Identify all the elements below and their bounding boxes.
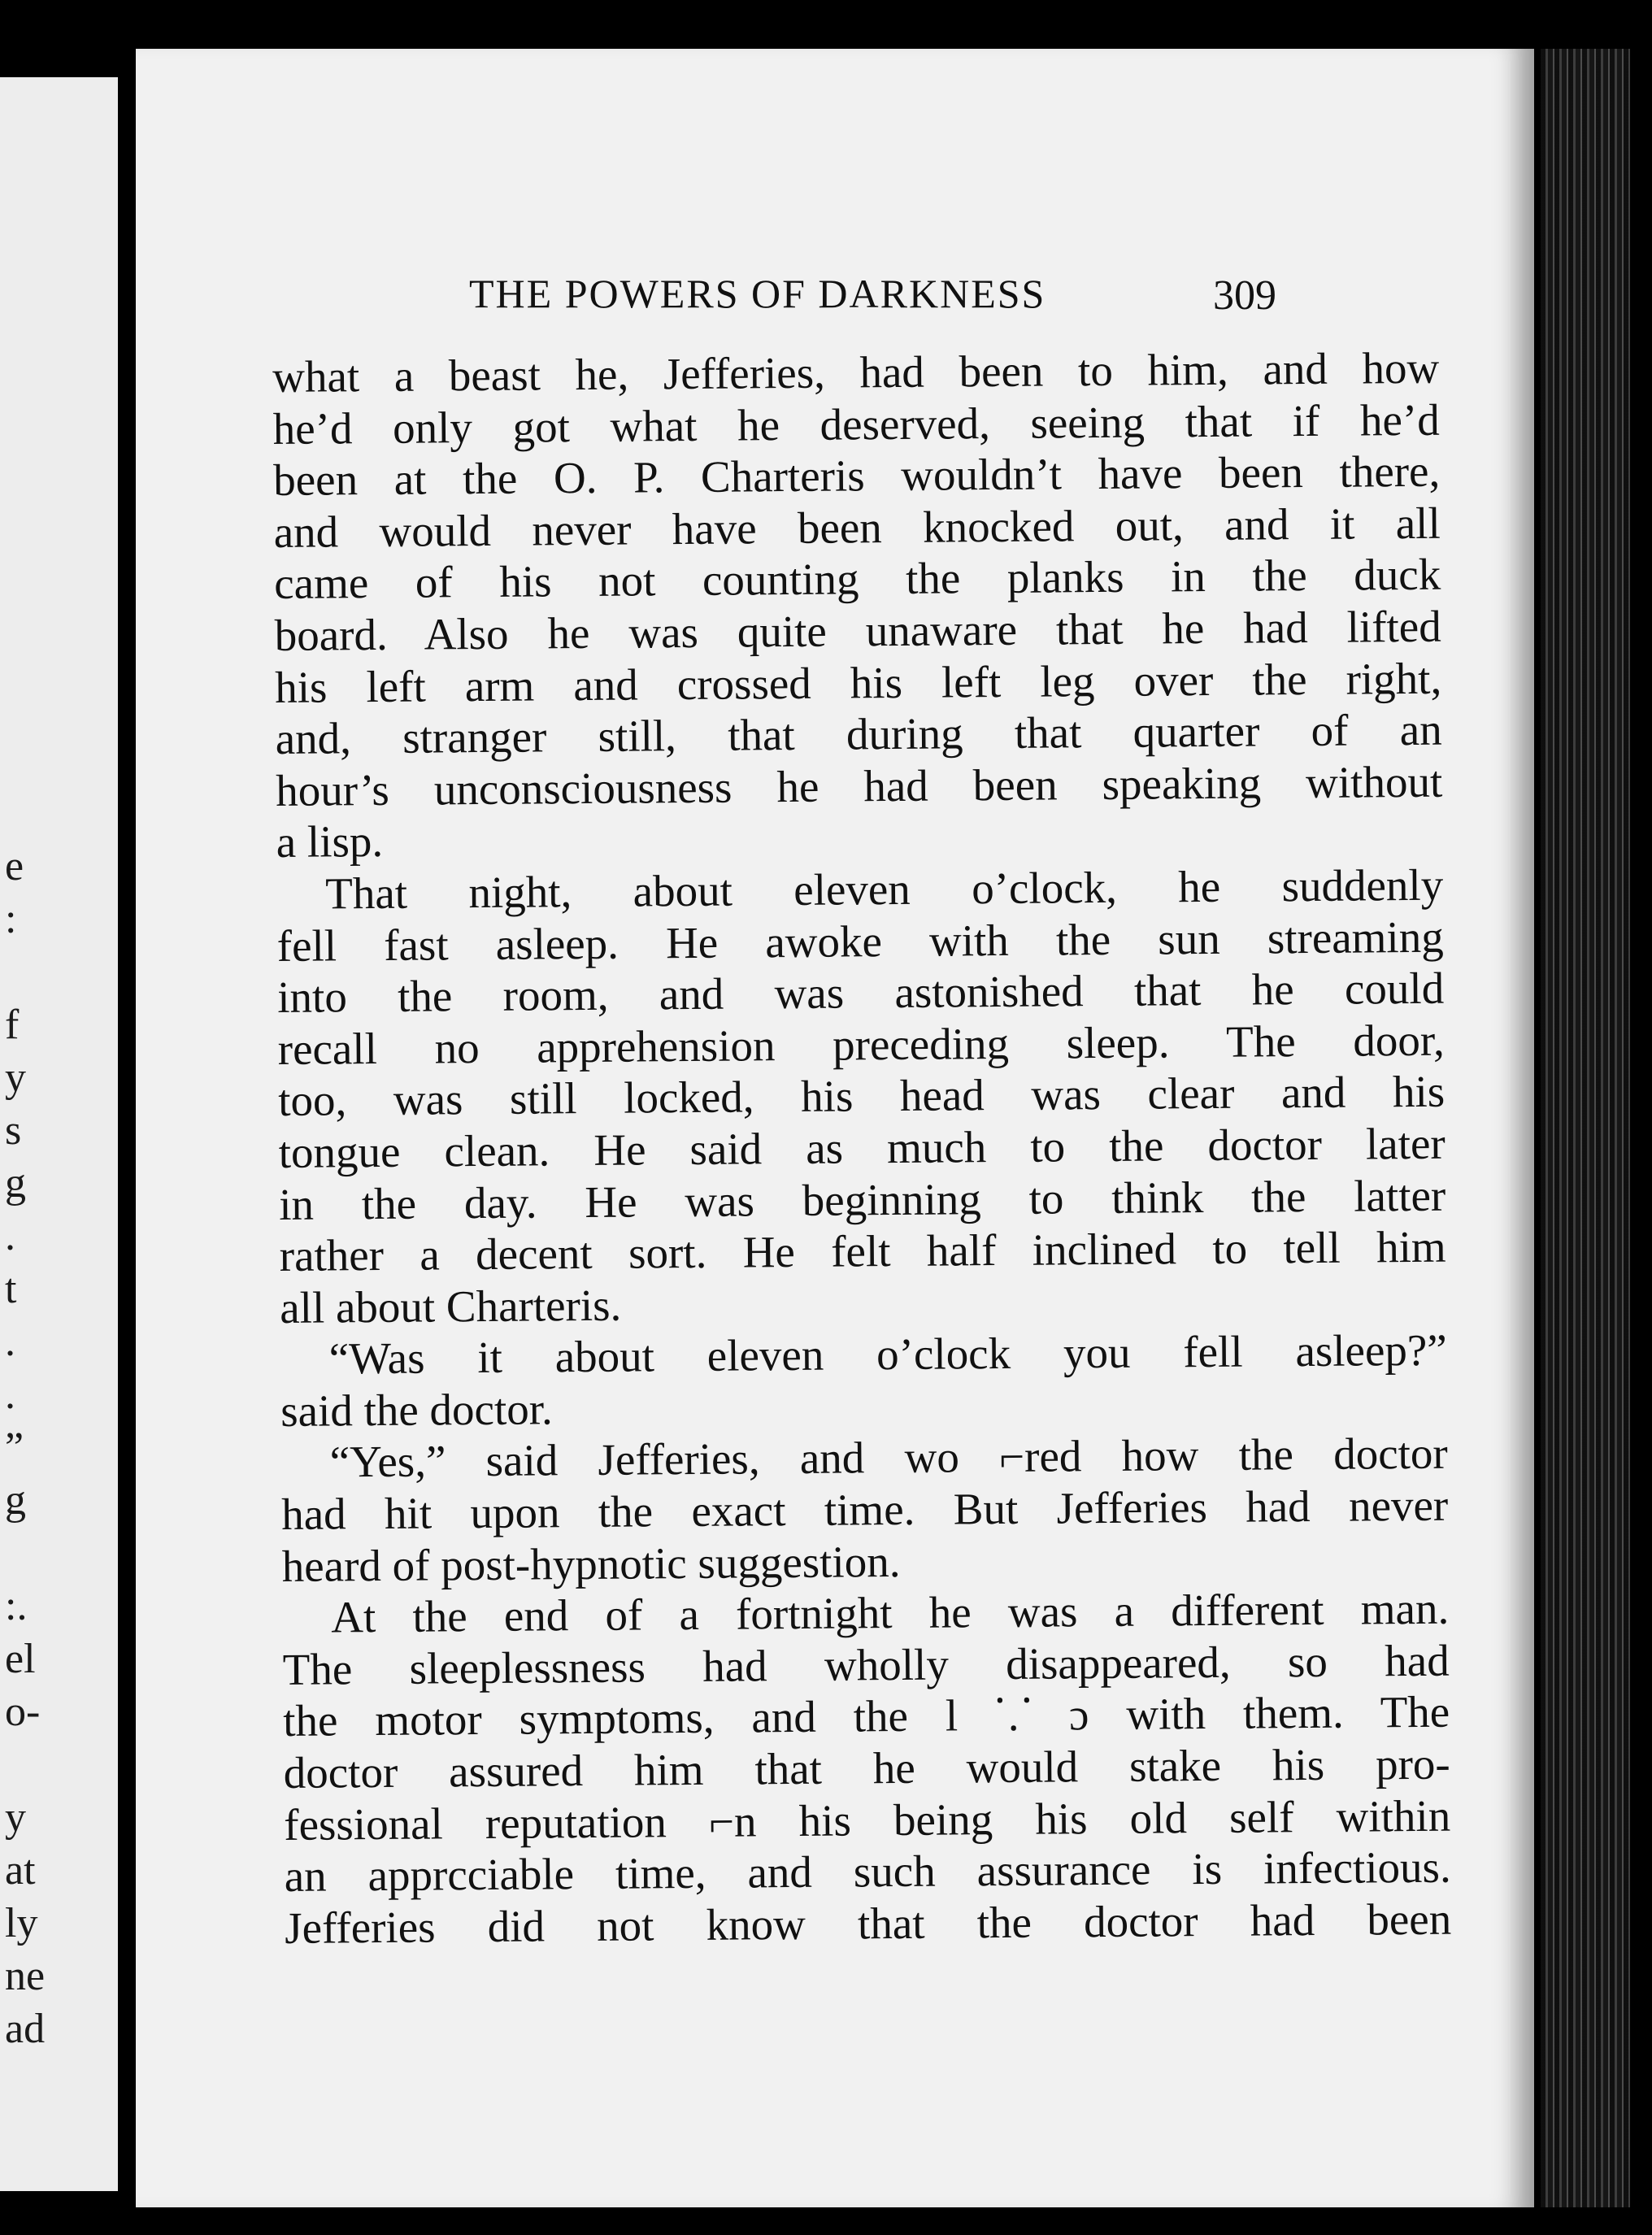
text-line: he’d only got what he deserved, seeing that if he’d: [272, 394, 1440, 454]
text-line: what a beast he, Jefferies, had been to him, and how: [272, 342, 1440, 402]
text-line: heard of post-hypnotic suggestion.: [281, 1536, 901, 1591]
text-line: hour’s unconsciousness he had been speaking without: [276, 756, 1443, 815]
previous-page-fragment: .: [5, 1319, 15, 1365]
text-line: said the doctor.: [280, 1384, 553, 1436]
running-head-title: THE POWERS OF DARKNESS: [469, 271, 1046, 316]
text-line: all about Charteris.: [279, 1280, 622, 1333]
previous-page-fragment: :.: [5, 1583, 28, 1629]
previous-page-edge: [0, 77, 118, 2191]
body-text: [272, 342, 1451, 1955]
text-line: fell fast asleep. He awoke with the sun streaming: [276, 911, 1444, 971]
text-line: “Yes,” said Jefferies, and wo ⌐red how the doctor: [329, 1428, 1448, 1487]
text-line: and, stranger still, that during that quarter of an: [275, 704, 1442, 764]
previous-page-fragment: y: [5, 1794, 26, 1841]
previous-page-fragment: g: [5, 1477, 26, 1524]
text-line: board. Also he was quite unaware that he had lifted: [274, 601, 1441, 660]
text-line: too, was still locked, his head was clear and his: [278, 1067, 1446, 1126]
previous-page-fragment: ne: [5, 1953, 46, 1999]
text-line: into the room, and was astonished that he could: [277, 963, 1445, 1023]
previous-page-fragment: ”: [5, 1424, 24, 1471]
previous-page-fragment: o-: [5, 1689, 41, 1735]
previous-page-fragment: .: [5, 1213, 15, 1259]
text-line: the motor symptoms, and the l ⸪ ɔ with them. The: [282, 1687, 1450, 1746]
page-number: 309: [1213, 272, 1276, 319]
text-line: been at the O. P. Charteris wouldn’t have been there,: [273, 446, 1441, 506]
text-line: an apprcciable time, and such assurance is infectious.: [284, 1841, 1451, 1902]
previous-page-fragment: ad: [5, 2006, 46, 2052]
text-line: came of his not counting the planks in the duck: [274, 550, 1441, 609]
text-line: “Was it about eleven o’clock you fell asleep?”: [328, 1324, 1447, 1384]
previous-page-fragment: t: [5, 1266, 17, 1312]
text-line: a lisp.: [276, 816, 384, 867]
text-line: rather a decent sort. He felt half inclined to tell him: [279, 1221, 1446, 1281]
previous-page-fragment: el: [5, 1636, 36, 1682]
previous-page-fragment: f: [5, 1002, 20, 1048]
text-line: had hit upon the exact time. But Jefferies had never: [280, 1480, 1449, 1540]
text-line: doctor assured him that he would stake his pro-: [283, 1738, 1450, 1798]
text-line: his left arm and crossed his left leg over the right,: [275, 653, 1442, 712]
page-block-edge: [1541, 49, 1630, 2207]
previous-page-fragment: e: [5, 843, 24, 889]
previous-page-fragment: :: [5, 896, 17, 942]
text-line: tongue clean. He said as much to the doctor later: [278, 1118, 1446, 1177]
text-line: At the end of a fortnight he was a different man.: [330, 1583, 1450, 1642]
text-line: The sleeplessness had wholly disappeared, so had: [282, 1635, 1450, 1694]
previous-page-fragment: .: [5, 1372, 15, 1418]
book-page: [136, 49, 1534, 2207]
text-line: Jefferies did not know that the doctor had been: [284, 1894, 1452, 1953]
text-line: in the day. He was beginning to think the latter: [278, 1170, 1446, 1229]
text-line: recall no apprehension preceding sleep. The door,: [277, 1015, 1445, 1074]
text-line: That night, about eleven o’clock, he suddenly: [325, 859, 1444, 919]
previous-page-fragment: g: [5, 1160, 26, 1207]
text-line: and would never have been knocked out, and it all: [273, 498, 1441, 557]
running-head: [136, 270, 1534, 335]
previous-page-fragment: at: [5, 1847, 36, 1894]
text-line: fessional reputation ⌐n his being his old self within: [283, 1790, 1451, 1850]
previous-page-fragment: s: [5, 1107, 22, 1154]
previous-page-fragment: y: [5, 1054, 26, 1101]
previous-page-fragment: ly: [5, 1900, 38, 1946]
previous-page-text-fragments: [0, 77, 118, 2191]
